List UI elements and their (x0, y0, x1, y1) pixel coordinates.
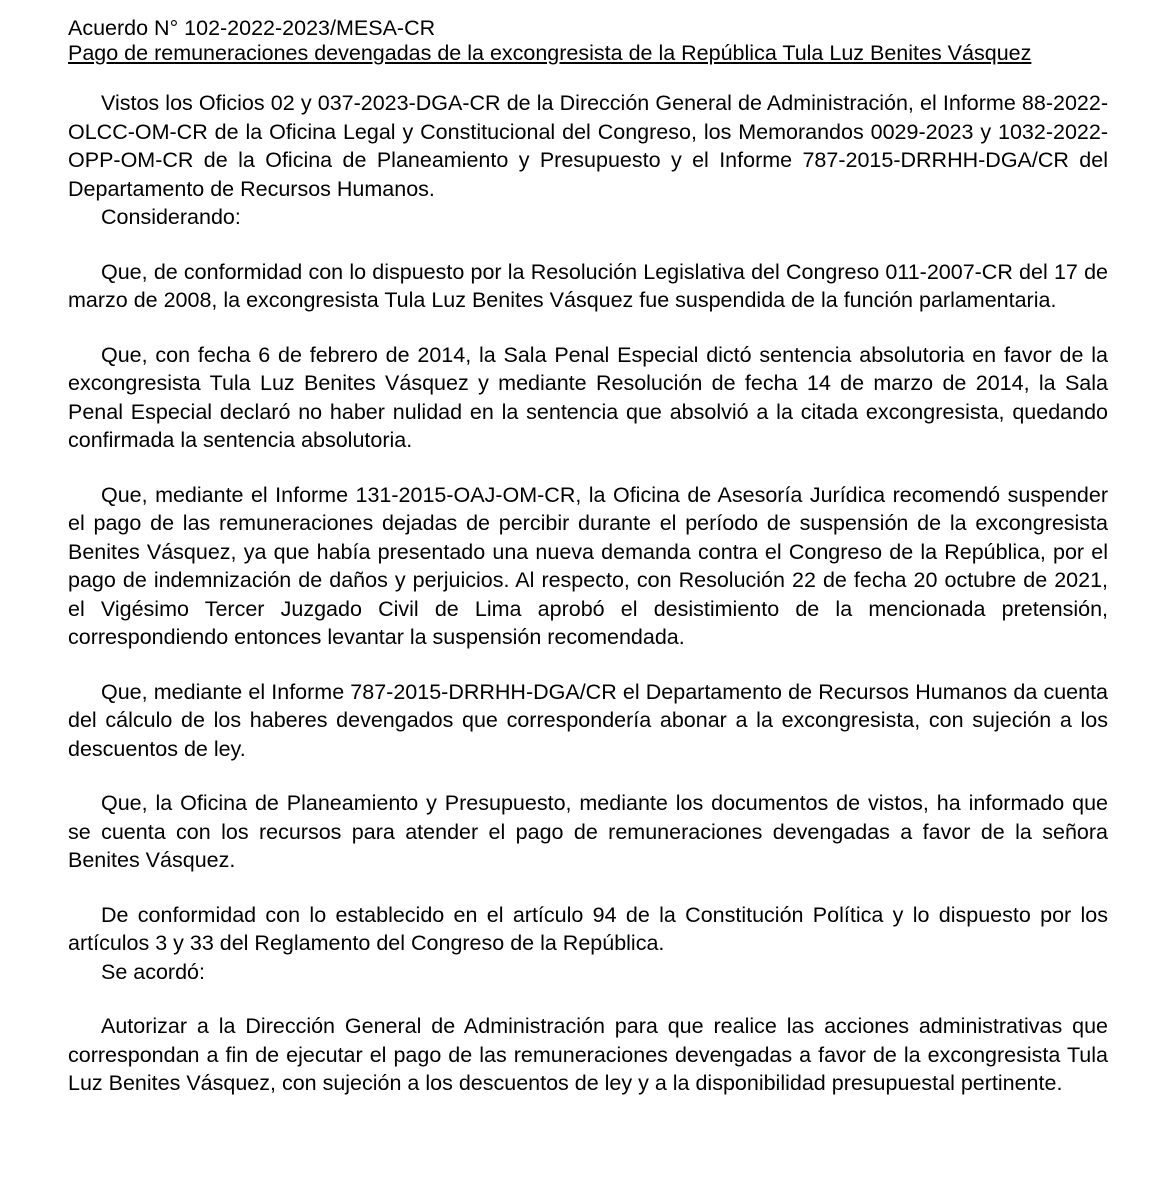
considerando-paragraph: Que, de conformidad con lo dispuesto por la Resolución Legislativa del Congreso 011-2007-CR del 17 de marzo de 2008, la excongresista Tula Luz Benites Vásquez fue suspendida de la función parlamentaria. (68, 259, 1108, 312)
considerando-paragraph: Que, la Oficina de Planeamiento y Presupuesto, mediante los documentos de vistos, ha informado que se cuenta con los recursos para atender el pago de remuneraciones devengadas a favor de la señora Benites Vásquez. (68, 791, 1108, 872)
vistos-paragraph: Vistos los Oficios 02 y 037-2023-DGA-CR de la Dirección General de Administración, el Informe 88-2022-OLCC-OM-CR de la Oficina Legal y Constitucional del Congreso, los Memorandos 0029-2023 y 1032-2022-OPP-OM-CR de la Oficina de Planeamiento y Presupuesto y el Informe 787-2015-DRRHH-DGA/CR del Departamento de Recursos Humanos. (68, 91, 1108, 201)
agreement-number: Acuerdo N° 102-2022-2023/MESA-CR (68, 16, 436, 40)
acordo-label: Se acordó: (101, 959, 205, 984)
agreement-subject: Pago de remuneraciones devengadas de la excongresista de la República Tula Luz Benites Vásquez (68, 41, 1032, 65)
considerando-paragraph: Que, mediante el Informe 787-2015-DRRHH-DGA/CR el Departamento de Recursos Humanos da cuenta del cálculo de los haberes devengados que correspondería abonar a la excongresista, con sujeción a los descuentos de ley. (68, 679, 1108, 761)
considerando-paragraph: De conformidad con lo establecido en el artículo 94 de la Constitución Política y lo dispuesto por los artículos 3 y 33 del Reglamento del Congreso de la República. (68, 902, 1108, 955)
considerando-paragraph: Que, con fecha 6 de febrero de 2014, la Sala Penal Especial dictó sentencia absolutoria en favor de la excongresista Tula Luz Benites Vásquez y mediante Resolución de fecha 14 de marzo de 2014, la Sala Penal Especial declaró no haber nulidad en la sentencia que absolvió a la citada excongresista, quedando confirmada la sentencia absolutoria. (68, 342, 1108, 452)
document-page (68, 16, 1108, 1098)
considerando-paragraph: Que, mediante el Informe 131-2015-OAJ-OM-CR, la Oficina de Asesoría Jurídica recomendó suspender el pago de las remuneraciones dejadas de percibir durante el período de suspensión de la excongresista Benites Vásquez, ya que había presentado una nueva demanda contra el Congreso de la República, por el pago de indemnización de daños y perjuicios. Al respecto, con Resolución 22 de fecha 20 octubre de 2021, el Vigésimo Tercer Juzgado Civil de Lima aprobó el desistimiento de la mencionada pretensión, correspondiendo entonces levantar la suspensión recomendada. (68, 482, 1108, 649)
resolution-paragraph: Autorizar a la Dirección General de Administración para que realice las acciones administrativas que correspondan a fin de ejecutar el pago de las remuneraciones devengadas a favor de la excongresista Tula Luz Benites Vásquez, con sujeción a los descuentos de ley y a la disponibilidad presupuestal pertinente. (68, 1014, 1108, 1095)
considerando-label: Considerando: (101, 205, 241, 229)
